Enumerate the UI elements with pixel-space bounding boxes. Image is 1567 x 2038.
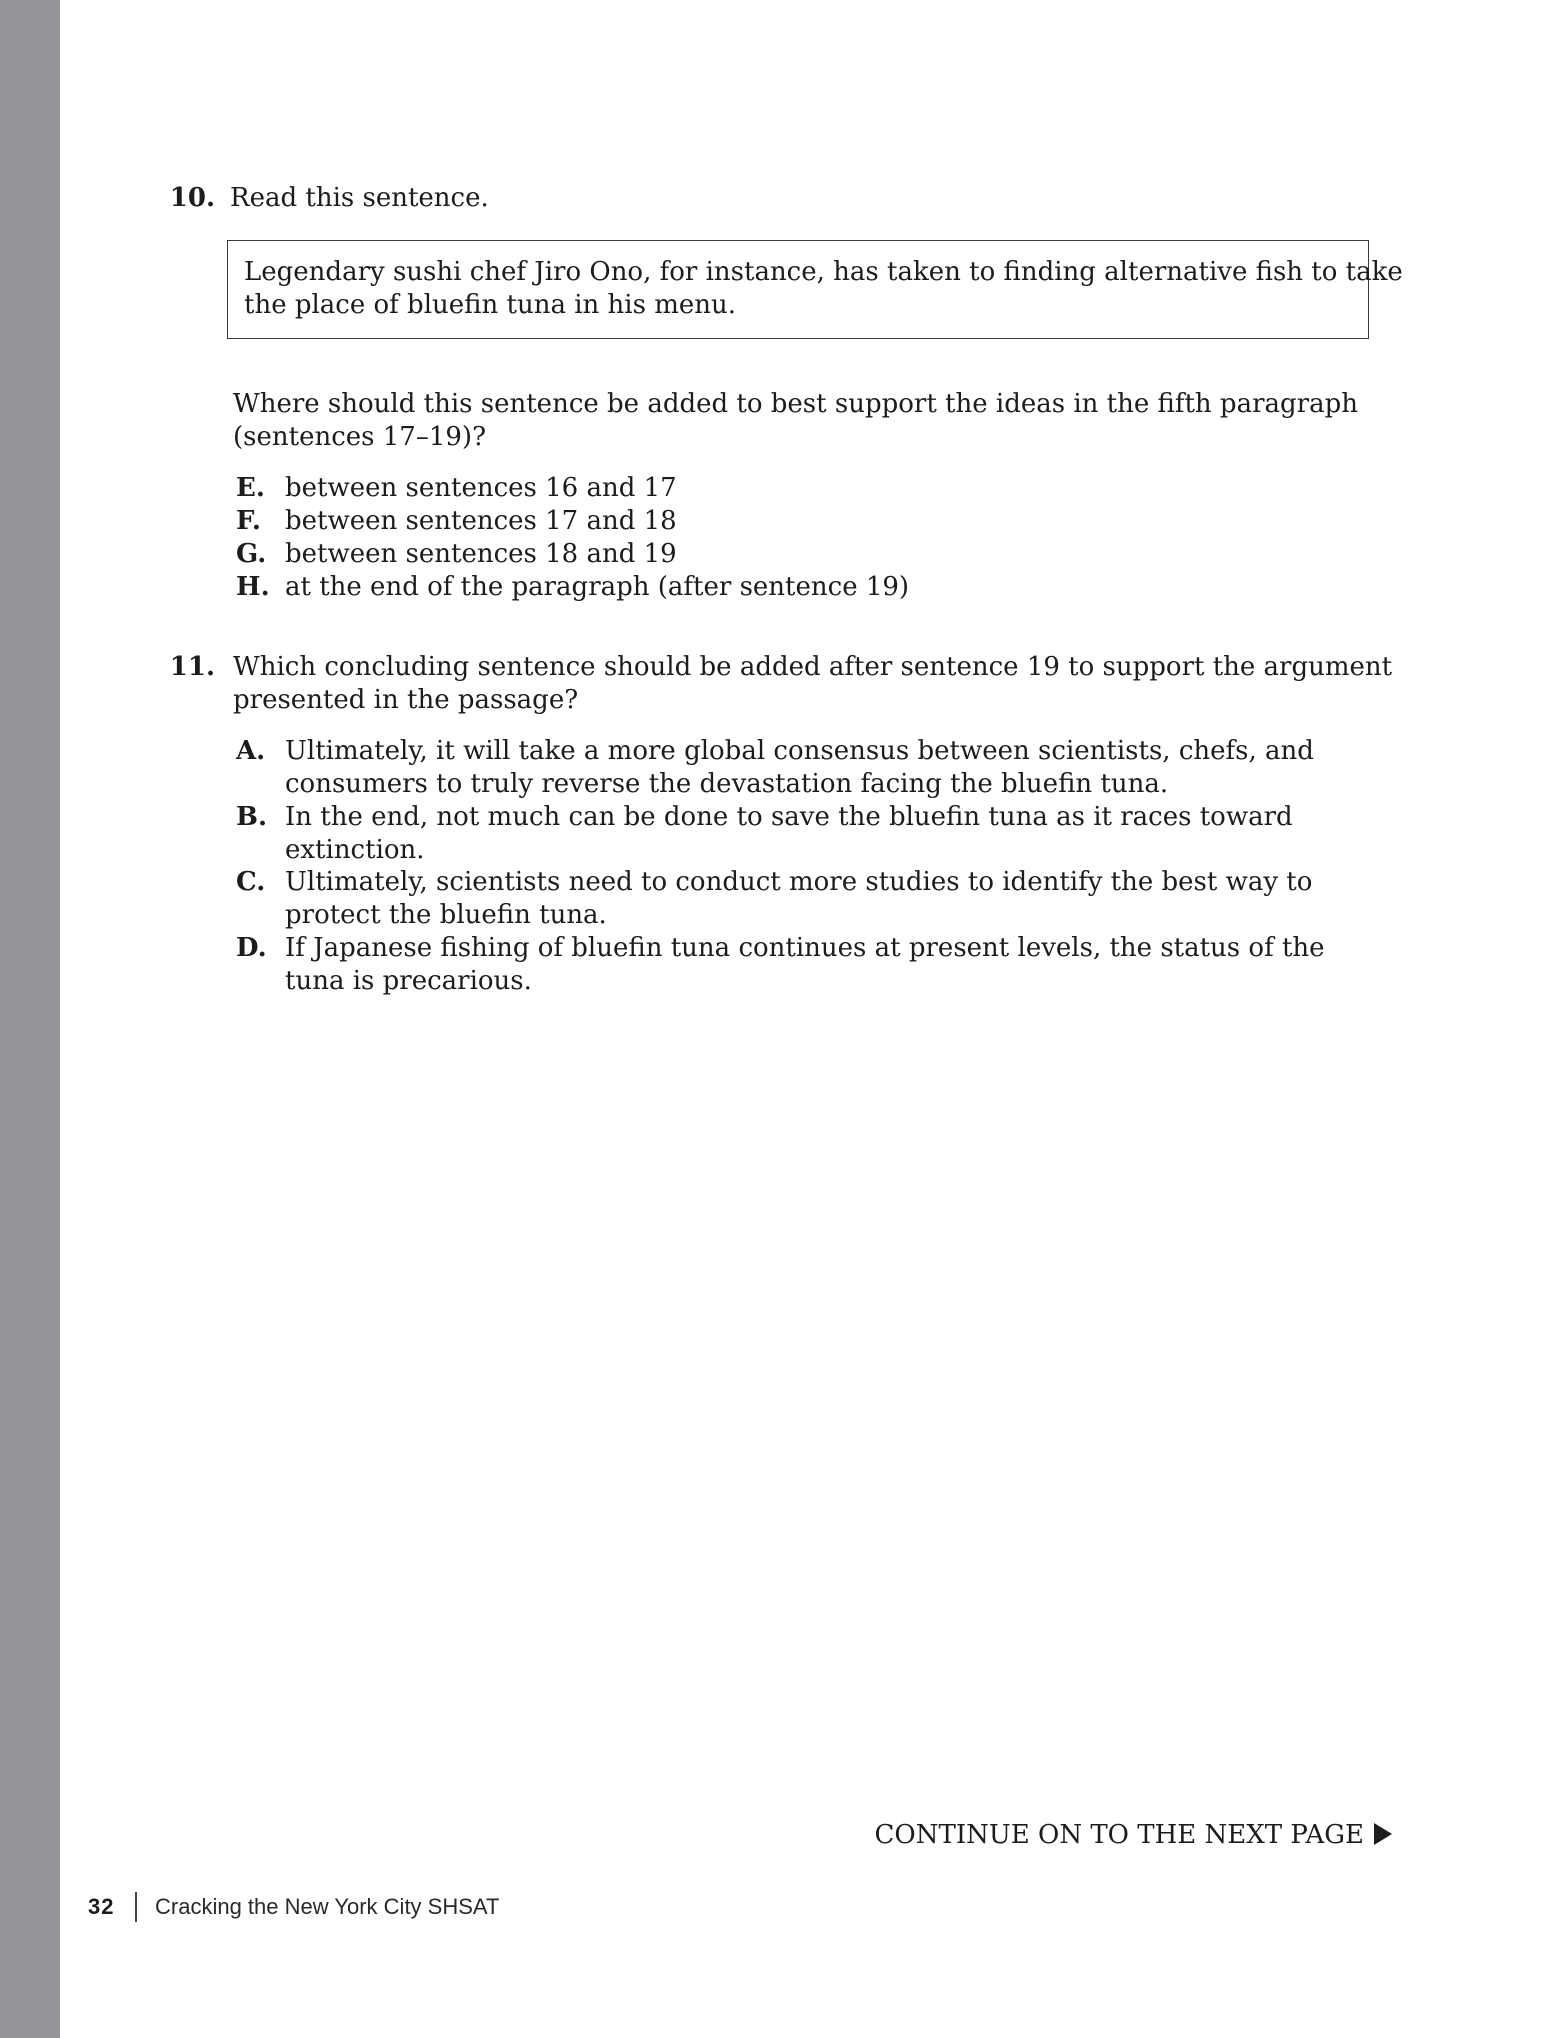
- option-letter: G.: [236, 539, 267, 569]
- question-10-text: Where should this sentence be added to best support the ideas in the fifth paragraph: [233, 389, 1358, 419]
- option-text: between sentences 17 and 18: [285, 506, 677, 536]
- option-text: between sentences 18 and 19: [285, 539, 677, 569]
- book-title: Cracking the New York City SHSAT: [155, 1894, 500, 1919]
- option-text: In the end, not much can be done to save the bluefin tuna as it races toward: [285, 802, 1293, 832]
- option-text: Ultimately, it will take a more global consensus between scientists, chefs, and: [285, 736, 1314, 766]
- question-11-text: Which concluding sentence should be added after sentence 19 to support the argument: [233, 652, 1393, 682]
- option-letter: A.: [236, 736, 266, 766]
- option-text: extinction.: [285, 835, 425, 865]
- boxed-sentence-line: Legendary sushi chef Jiro Ono, for instance, has taken to finding alternative fish to take: [244, 257, 1403, 287]
- option-text: between sentences 16 and 17: [285, 473, 677, 503]
- option-letter: F.: [236, 506, 261, 536]
- footer-divider: [135, 1892, 137, 1922]
- option-text: tuna is precarious.: [285, 966, 532, 996]
- option-letter: C.: [236, 867, 266, 897]
- right-triangle-icon: [1374, 1823, 1392, 1845]
- option-letter: D.: [236, 933, 267, 963]
- option-text: Ultimately, scientists need to conduct more studies to identify the best way to: [285, 867, 1313, 897]
- option-text: protect the bluefin tuna.: [285, 900, 607, 930]
- question-11-text: presented in the passage?: [233, 685, 579, 715]
- page-number: 32: [88, 1894, 115, 1919]
- option-letter: B.: [236, 802, 268, 832]
- option-text: at the end of the paragraph (after sentence 19): [285, 572, 910, 602]
- option-letter: E.: [236, 473, 265, 503]
- option-text: If Japanese fishing of bluefin tuna continues at present levels, the status of the: [285, 933, 1325, 963]
- option-text: consumers to truly reverse the devastation facing the bluefin tuna.: [285, 769, 1169, 799]
- boxed-sentence-line: the place of bluefin tuna in his menu.: [244, 290, 736, 320]
- boxed-sentence: [227, 240, 1403, 339]
- question-11-number: 11.: [169, 652, 215, 682]
- continue-text: CONTINUE ON TO THE NEXT PAGE: [874, 1820, 1364, 1850]
- continue-next-page: [875, 1818, 1392, 1852]
- question-10-text: (sentences 17–19)?: [233, 422, 487, 452]
- option-letter: H.: [236, 572, 270, 602]
- question-10-number: 10.: [169, 183, 215, 213]
- question-10-prompt: Read this sentence.: [230, 183, 489, 213]
